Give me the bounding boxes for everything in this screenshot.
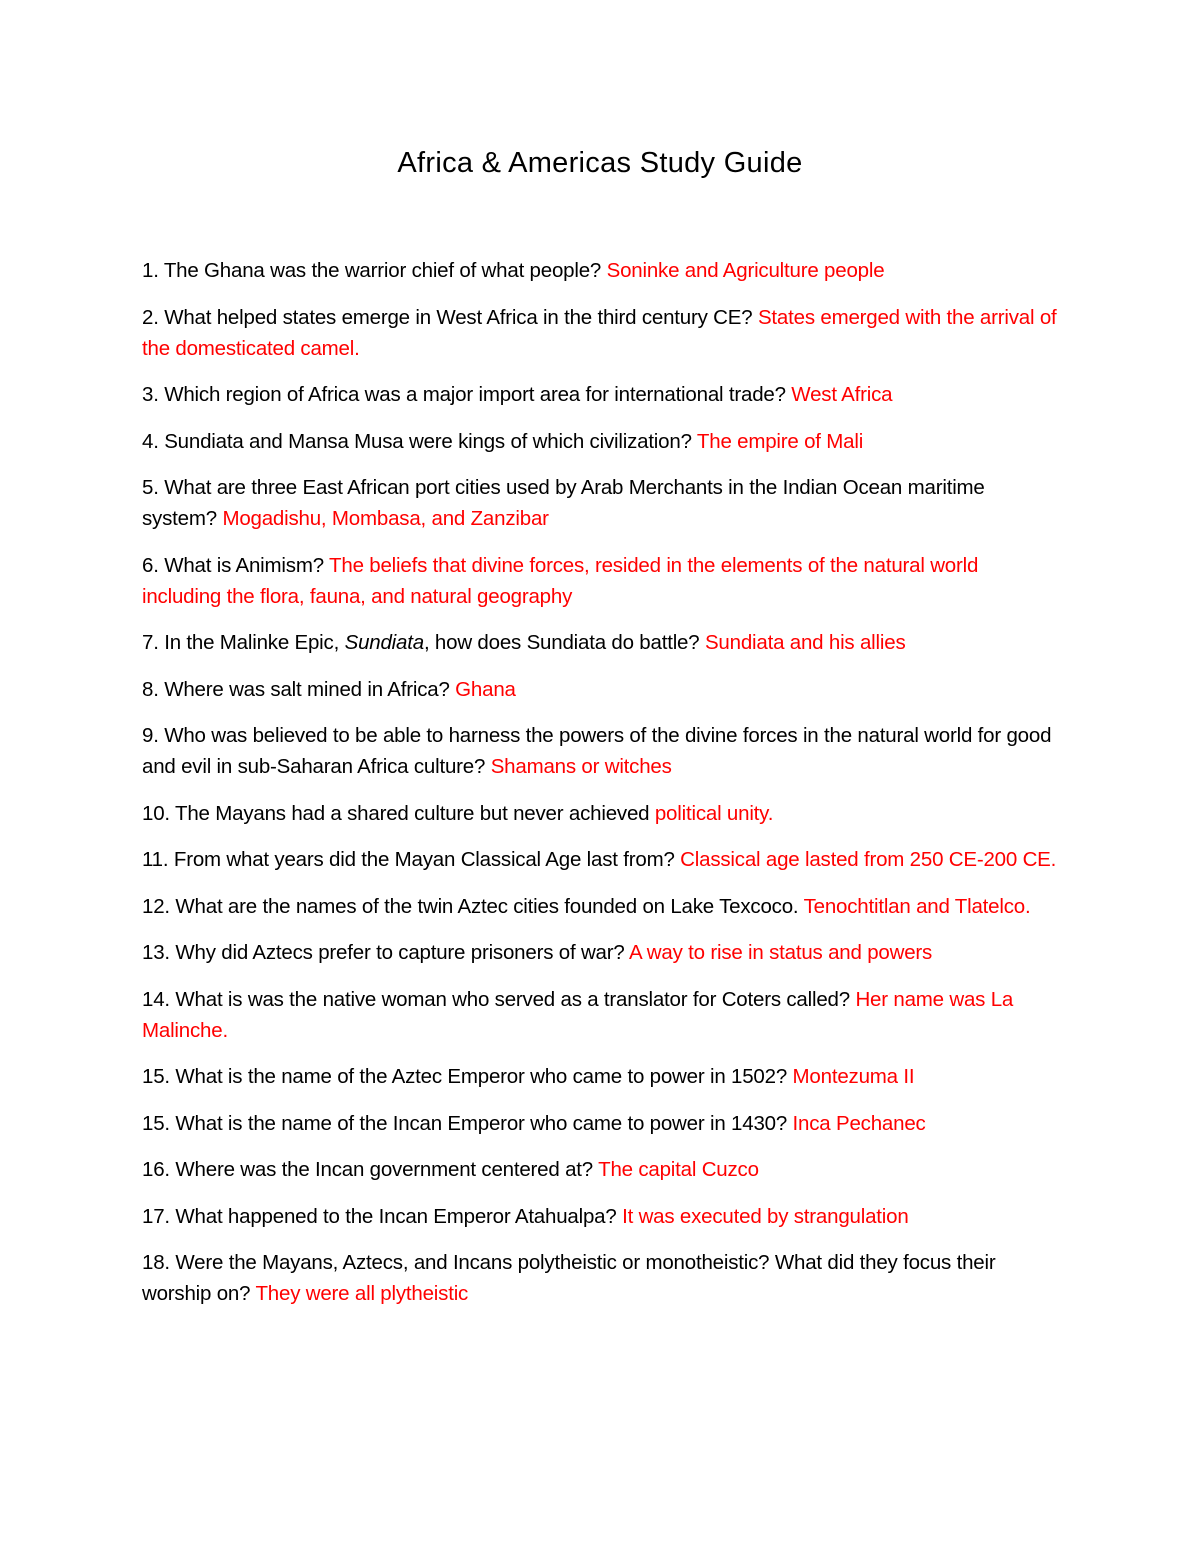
question-list xyxy=(142,255,1062,1325)
answer-text: A way to rise in status and powers xyxy=(628,941,933,964)
question-item xyxy=(142,891,1062,922)
book-title: Sundiata xyxy=(344,631,424,654)
question-item xyxy=(142,1154,1062,1185)
question-text: 11. From what years did the Mayan Classical Age last from? xyxy=(142,848,675,871)
question-text: 16. Where was the Incan government centered at? xyxy=(142,1158,593,1181)
answer-text: Classical age lasted from 250 CE-200 CE. xyxy=(680,848,1057,871)
question-text: 6. What is Animism? xyxy=(142,553,324,577)
question-text: 2. What helped states emerge in West Africa in the third century CE? xyxy=(142,305,753,329)
answer-text: Mogadishu, Mombasa, and Zanzibar xyxy=(222,507,549,530)
question-text: 3. Which region of Africa was a major import area for international trade? xyxy=(142,383,786,406)
answer-text: Sundiata and his allies xyxy=(704,631,906,654)
answer-text: Her name was La Malinche. xyxy=(142,987,1014,1042)
answer-text: Soninke and Agriculture people xyxy=(606,259,885,282)
question-item xyxy=(142,1201,1062,1232)
question-item xyxy=(142,937,1062,968)
answer-text: West Africa xyxy=(791,383,893,406)
question-item xyxy=(142,472,1062,534)
question-text: 5. What are three East African port cities used by Arab Merchants in the Indian Ocean maritime system? xyxy=(142,476,985,530)
answer-text: Ghana xyxy=(455,677,516,701)
answer-text: Shamans or witches xyxy=(490,755,672,778)
document-title: Africa & Americas Study Guide xyxy=(397,147,803,179)
answer-text: political unity. xyxy=(654,801,774,825)
question-item xyxy=(142,1108,1062,1139)
answer-text: States emerged with the arrival of the domesticated camel. xyxy=(142,305,1057,360)
answer-text: The beliefs that divine forces, resided in the elements of the natural world including the flora, fauna, and natural geography xyxy=(142,553,979,608)
answer-text: Tenochtitlan and Tlatelco. xyxy=(803,894,1031,918)
question-item xyxy=(142,674,1062,705)
question-text: 10. The Mayans had a shared culture but never achieved xyxy=(142,801,650,825)
question-item xyxy=(142,984,1062,1046)
answer-text: They were all plytheistic xyxy=(255,1282,469,1305)
question-item xyxy=(142,302,1062,364)
question-text: 12. What are the names of the twin Aztec cities founded on Lake Texcoco. xyxy=(142,894,799,918)
question-item xyxy=(142,798,1062,829)
question-text: 18. Were the Mayans, Aztecs, and Incans polytheistic or monotheistic? What did they focus their worship on? xyxy=(142,1251,996,1305)
answer-text: Inca Pechanec xyxy=(792,1111,926,1135)
answer-text: Montezuma II xyxy=(792,1065,915,1088)
question-item xyxy=(142,379,1062,410)
question-text: 14. What is was the native woman who served as a translator for Coters called? xyxy=(142,987,850,1011)
question-item xyxy=(142,1061,1062,1092)
question-text: 13. Why did Aztecs prefer to capture prisoners of war? xyxy=(142,941,625,964)
question-text: 8. Where was salt mined in Africa? xyxy=(142,677,450,701)
answer-text: It was executed by strangulation xyxy=(622,1204,909,1228)
question-text: 1. The Ghana was the warrior chief of what people? xyxy=(142,259,602,282)
question-item xyxy=(142,255,1062,286)
question-text: 17. What happened to the Incan Emperor Atahualpa? xyxy=(142,1204,617,1228)
question-text: 15. What is the name of the Incan Emperor who came to power in 1430? xyxy=(142,1111,788,1135)
answer-text: The capital Cuzco xyxy=(598,1158,759,1181)
question-text-start: 7. In the Malinke Epic, xyxy=(142,631,345,654)
question-item xyxy=(142,426,1062,457)
question-item xyxy=(142,844,1062,875)
question-text: 4. Sundiata and Mansa Musa were kings of which civilization? xyxy=(142,429,692,453)
question-text-end: , how does Sundiata do battle? xyxy=(423,631,700,654)
question-item xyxy=(142,550,1062,612)
question-text: 15. What is the name of the Aztec Emperor who came to power in 1502? xyxy=(142,1065,788,1088)
question-item xyxy=(142,720,1062,782)
question-text: 9. Who was believed to be able to harness the powers of the divine forces in the natural world for good and evil in sub-Saharan Africa culture? xyxy=(142,724,1052,778)
question-item xyxy=(142,627,1062,658)
question-item xyxy=(142,1247,1062,1309)
answer-text: The empire of Mali xyxy=(696,429,864,453)
